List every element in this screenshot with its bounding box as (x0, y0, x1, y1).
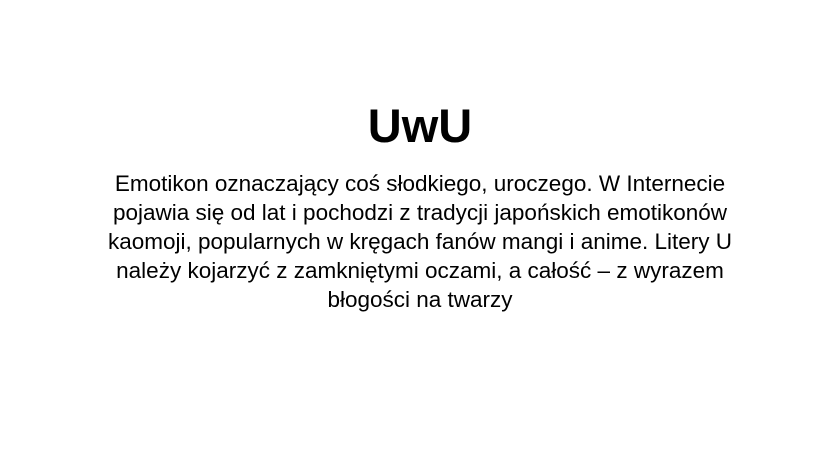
paragraph-line: kaomoji, popularnych w kręgach fanów mangi i anime. Litery U (107, 229, 733, 254)
paragraph-line: należy kojarzyć z zamkniętymi oczami, a całość – z wyrazem (116, 258, 724, 283)
page-title: UwU (367, 99, 473, 152)
paragraph-line: pojawia się od lat i pochodzi z tradycji japońskich emotikonów (112, 200, 728, 225)
slide-body-paragraph (0, 169, 840, 314)
paragraph-line: Emotikon oznaczający coś słodkiego, uroczego. W Internecie (114, 171, 726, 196)
paragraph-line: błogości na twarzy (327, 287, 513, 312)
